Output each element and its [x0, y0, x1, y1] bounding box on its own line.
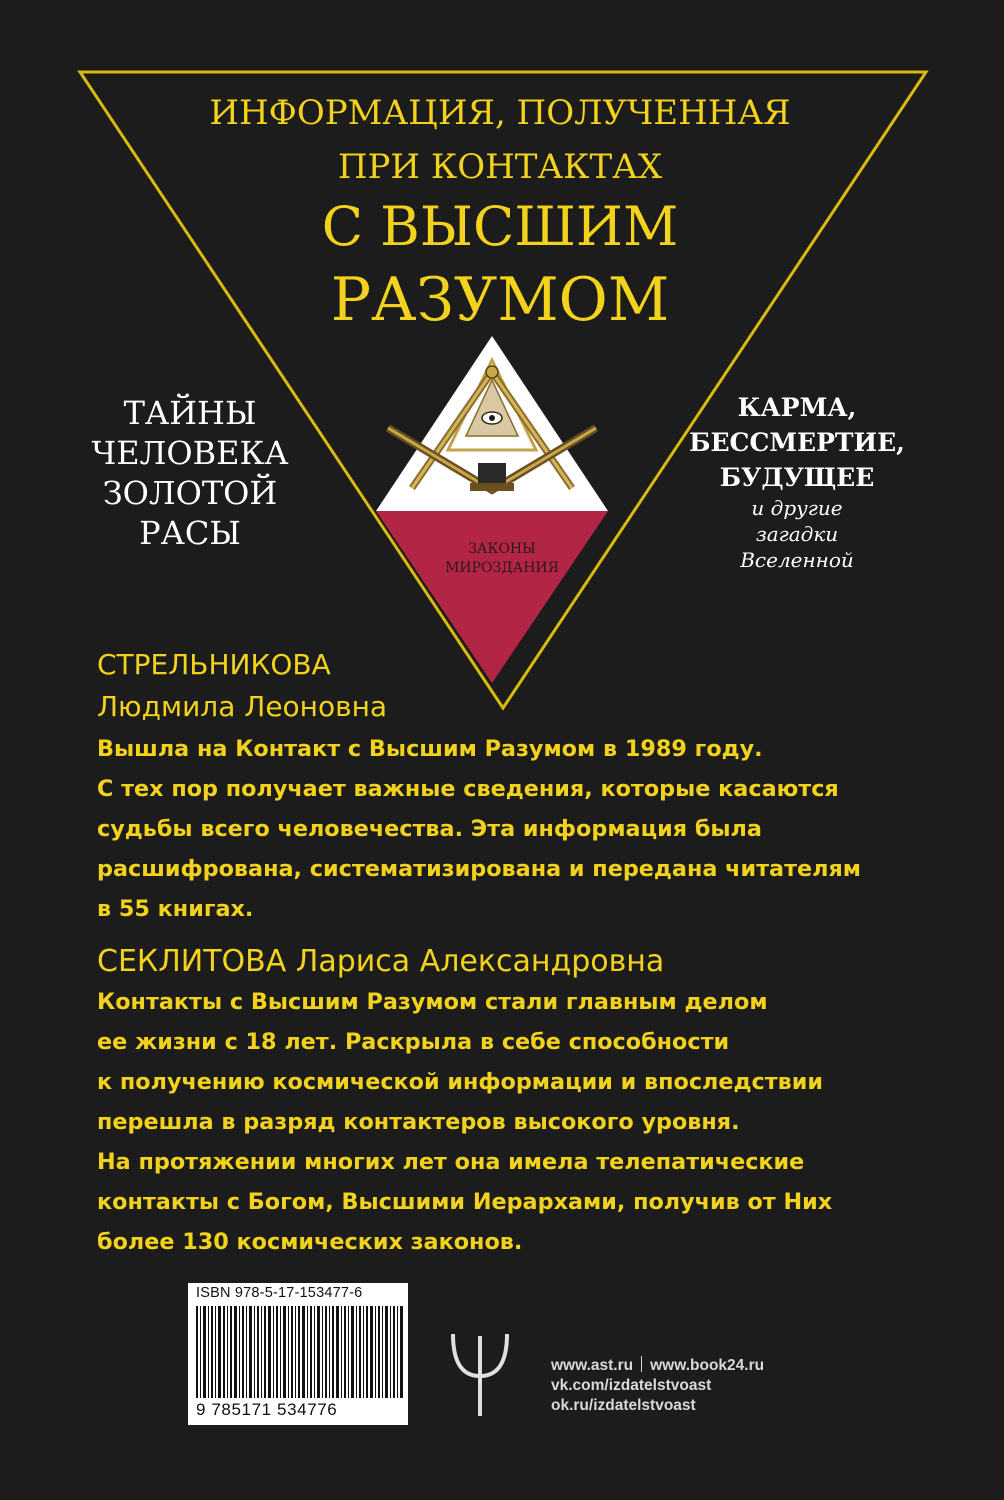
author2-heading [97, 944, 664, 979]
right-tagline-line: БУДУЩЕЕ [719, 463, 875, 492]
bio-line: в 55 книгах. [97, 896, 254, 922]
headline-line-2: ПРИ КОНТАКТАХ [337, 147, 663, 187]
left-tagline-line: ЗОЛОТОЙ [102, 474, 278, 512]
isbn-number: ISBN 978-5-17-153477-6 [196, 1285, 363, 1301]
publisher-links [551, 1356, 764, 1416]
author1-surname: СТРЕЛЬНИКОВА [97, 648, 331, 681]
right-tagline-small-line: Вселенной [740, 548, 854, 572]
author2-surname: СЕКЛИТОВА [97, 944, 287, 979]
author2-bio [97, 982, 897, 1262]
headline-line-4: РАЗУМОМ [330, 265, 670, 335]
right-tagline [672, 390, 922, 573]
left-tagline-line: ТАЙНЫ [123, 394, 257, 432]
left-tagline-line: РАСЫ [139, 514, 241, 552]
emblem-caption [420, 540, 584, 578]
bio-line: Контакты с Высшим Разумом стали главным делом [97, 989, 768, 1015]
headline-line-3: С ВЫСШИМ [321, 195, 679, 258]
emblem-crimson-bottom [376, 511, 608, 683]
link-ast[interactable]: www.ast.ru [551, 1357, 634, 1374]
psi-logo-icon [445, 1328, 515, 1420]
author2-given-names: Лариса Александровна [295, 944, 665, 979]
headline-line-1: ИНФОРМАЦИЯ, ПОЛУЧЕННАЯ [209, 93, 791, 133]
emblem-caption-line: ЗАКОНЫ [468, 541, 536, 557]
bio-line: перешла в разряд контактеров высокого уровня. [97, 1109, 740, 1135]
left-tagline-line: ЧЕЛОВЕКА [91, 434, 289, 472]
left-tagline [85, 393, 295, 553]
author1-bio [97, 729, 897, 929]
link-vk[interactable]: vk.com/izdatelstvoast [551, 1377, 712, 1394]
bio-line: С тех пор получает важные сведения, которые касаются [97, 776, 839, 802]
right-tagline-line: КАРМА, [737, 393, 857, 422]
bio-line: Вышла на Контакт с Высшим Разумом в 1989 году. [97, 736, 763, 762]
bio-line: расшифрована, систематизирована и передана читателям [97, 856, 861, 882]
link-book24[interactable]: www.book24.ru [650, 1357, 765, 1374]
links-divider [641, 1356, 642, 1372]
author1-given-names: Людмила Леоновна [97, 690, 388, 723]
right-tagline-small-line: и другие [751, 496, 843, 520]
bio-line: На протяжении многих лет она имела телепатические [97, 1149, 805, 1175]
bio-line: более 130 космических законов. [97, 1229, 523, 1255]
emblem-caption-line: МИРОЗДАНИЯ [445, 560, 559, 576]
bio-line: ее жизни с 18 лет. Раскрыла в себе способности [97, 1029, 730, 1055]
right-tagline-line: БЕССМЕРТИЕ, [689, 428, 905, 457]
right-tagline-small-line: загадки [755, 522, 839, 546]
bio-line: судьбы всего человечества. Эта информация была [97, 816, 762, 842]
bio-line: к получению космической информации и впоследствии [97, 1069, 824, 1095]
barcode-digits: 9 785171 534776 [196, 1400, 338, 1419]
bio-line: контакты с Богом, Высшими Иерархами, получив от Них [97, 1189, 833, 1215]
link-ok[interactable]: ok.ru/izdatelstvoast [551, 1397, 696, 1414]
